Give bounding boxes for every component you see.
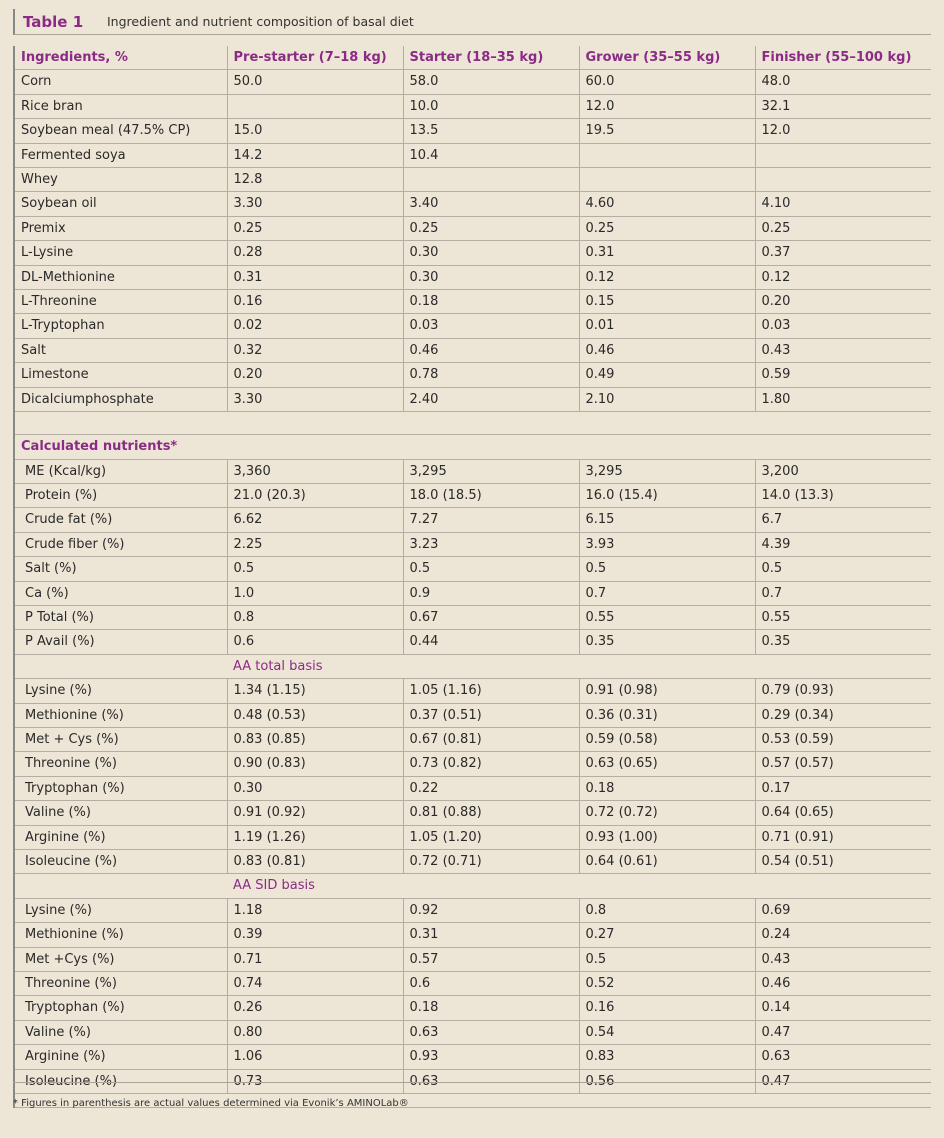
value-cell: 18.0 (18.5)	[403, 483, 579, 507]
value-cell: 0.31	[579, 241, 755, 265]
row-label-cell: Dicalciumphosphate	[15, 387, 227, 411]
value-cell: 15.0	[227, 119, 403, 143]
value-cell: 0.54	[579, 1020, 755, 1044]
value-cell: 0.74	[227, 972, 403, 996]
value-cell: 14.2	[227, 143, 403, 167]
value-cell: 0.17	[755, 776, 931, 800]
value-cell: 4.39	[755, 532, 931, 556]
value-cell	[755, 143, 931, 167]
value-cell: 0.63 (0.65)	[579, 752, 755, 776]
value-cell: 12.0	[755, 119, 931, 143]
value-cell: 0.24	[755, 923, 931, 947]
value-cell: 0.90 (0.83)	[227, 752, 403, 776]
value-cell: 0.56	[579, 1069, 755, 1093]
value-cell: 0.64 (0.61)	[579, 850, 755, 874]
value-cell: 48.0	[755, 70, 931, 94]
row-label-cell: Tryptophan (%)	[15, 996, 227, 1020]
value-cell: 0.18	[403, 996, 579, 1020]
value-cell: 0.12	[755, 265, 931, 289]
empty-cell	[579, 412, 755, 435]
value-cell: 0.81 (0.88)	[403, 801, 579, 825]
value-cell: 0.5	[227, 557, 403, 581]
value-cell: 1.19 (1.26)	[227, 825, 403, 849]
table-row	[15, 605, 931, 629]
row-label-cell: Soybean meal (47.5% CP)	[15, 119, 227, 143]
empty-cell	[403, 435, 579, 459]
row-label-cell: Limestone	[15, 363, 227, 387]
table-row	[15, 387, 931, 411]
table-row	[15, 314, 931, 338]
value-cell: 0.91 (0.98)	[579, 679, 755, 703]
value-cell: 0.27	[579, 923, 755, 947]
empty-cell	[227, 412, 403, 435]
row-label-cell: Arginine (%)	[15, 825, 227, 849]
value-cell: 0.32	[227, 338, 403, 362]
value-cell: 0.30	[227, 776, 403, 800]
header-cell: Starter (18–35 kg)	[403, 46, 579, 70]
row-label-cell: Valine (%)	[15, 1020, 227, 1044]
table-row	[15, 679, 931, 703]
value-cell: 3.30	[227, 387, 403, 411]
value-cell: 0.49	[579, 363, 755, 387]
value-cell: 0.83 (0.85)	[227, 727, 403, 751]
value-cell: 10.4	[403, 143, 579, 167]
row-label-cell: Crude fiber (%)	[15, 532, 227, 556]
row-label-cell: P Avail (%)	[15, 630, 227, 654]
table-row	[15, 752, 931, 776]
table-row	[15, 581, 931, 605]
value-cell	[579, 143, 755, 167]
table-row	[15, 1045, 931, 1069]
spacer-row	[15, 412, 931, 435]
value-cell	[579, 168, 755, 192]
value-cell: 0.5	[579, 557, 755, 581]
row-label-cell: Salt (%)	[15, 557, 227, 581]
value-cell: 0.28	[227, 241, 403, 265]
value-cell: 0.25	[403, 216, 579, 240]
empty-cell	[403, 412, 579, 435]
section-heading-row	[15, 435, 931, 459]
composition-table-wrapper	[13, 46, 931, 1108]
row-label-cell: Arginine (%)	[15, 1045, 227, 1069]
value-cell: 0.48 (0.53)	[227, 703, 403, 727]
empty-cell	[755, 1094, 931, 1108]
value-cell: 0.16	[227, 290, 403, 314]
value-cell: 0.93 (1.00)	[579, 825, 755, 849]
value-cell: 16.0 (15.4)	[579, 483, 755, 507]
value-cell: 2.25	[227, 532, 403, 556]
row-label-cell: Crude fat (%)	[15, 508, 227, 532]
value-cell: 0.67 (0.81)	[403, 727, 579, 751]
value-cell: 0.59 (0.58)	[579, 727, 755, 751]
value-cell: 0.69	[755, 898, 931, 922]
value-cell: 0.30	[403, 241, 579, 265]
row-label-cell: Ca (%)	[15, 581, 227, 605]
value-cell: 0.02	[227, 314, 403, 338]
table-row	[15, 119, 931, 143]
table-row	[15, 898, 931, 922]
empty-cell	[755, 874, 931, 898]
row-label-cell: Isoleucine (%)	[15, 1069, 227, 1093]
value-cell: 0.55	[755, 605, 931, 629]
value-cell: 0.18	[579, 776, 755, 800]
table-row	[15, 290, 931, 314]
value-cell: 0.46	[755, 972, 931, 996]
table-row	[15, 630, 931, 654]
value-cell: 0.25	[755, 216, 931, 240]
value-cell: 0.46	[579, 338, 755, 362]
row-label-cell: Salt	[15, 338, 227, 362]
value-cell: 12.0	[579, 94, 755, 118]
row-label-cell: Soybean oil	[15, 192, 227, 216]
value-cell: 0.6	[227, 630, 403, 654]
value-cell: 1.80	[755, 387, 931, 411]
value-cell: 0.03	[755, 314, 931, 338]
table-row	[15, 703, 931, 727]
composition-table	[15, 46, 931, 1108]
header-cell: Finisher (55–100 kg)	[755, 46, 931, 70]
value-cell: 0.9	[403, 581, 579, 605]
value-cell: 3.23	[403, 532, 579, 556]
value-cell: 0.83 (0.81)	[227, 850, 403, 874]
row-label-cell: Valine (%)	[15, 801, 227, 825]
table-row	[15, 216, 931, 240]
value-cell: 3.40	[403, 192, 579, 216]
value-cell: 3,200	[755, 459, 931, 483]
value-cell: 13.5	[403, 119, 579, 143]
value-cell: 0.79 (0.93)	[755, 679, 931, 703]
value-cell: 2.40	[403, 387, 579, 411]
value-cell: 6.62	[227, 508, 403, 532]
value-cell: 0.72 (0.72)	[579, 801, 755, 825]
value-cell: 58.0	[403, 70, 579, 94]
value-cell: 19.5	[579, 119, 755, 143]
value-cell: 0.47	[755, 1069, 931, 1093]
value-cell: 0.39	[227, 923, 403, 947]
value-cell: 0.6	[403, 972, 579, 996]
value-cell: 0.5	[755, 557, 931, 581]
table-row	[15, 94, 931, 118]
row-label-cell: Premix	[15, 216, 227, 240]
row-label-cell: Whey	[15, 168, 227, 192]
section-heading: AA SID basis	[227, 874, 403, 898]
table-row	[15, 459, 931, 483]
value-cell: 0.55	[579, 605, 755, 629]
empty-cell	[15, 412, 227, 435]
value-cell: 0.26	[227, 996, 403, 1020]
table-row	[15, 363, 931, 387]
value-cell	[755, 168, 931, 192]
value-cell: 0.01	[579, 314, 755, 338]
value-cell: 0.30	[403, 265, 579, 289]
value-cell: 1.18	[227, 898, 403, 922]
table-row	[15, 241, 931, 265]
value-cell	[403, 168, 579, 192]
footnote: * Figures in parenthesis are actual values determined via Evonik’s AMINOLab®	[13, 1098, 409, 1109]
row-label-cell: Corn	[15, 70, 227, 94]
section-heading-row	[15, 874, 931, 898]
row-label-cell: L-Threonine	[15, 290, 227, 314]
row-label-cell: Lysine (%)	[15, 679, 227, 703]
empty-cell	[579, 654, 755, 678]
table-row	[15, 947, 931, 971]
empty-cell	[579, 874, 755, 898]
row-label-cell: ME (Kcal/kg)	[15, 459, 227, 483]
value-cell: 6.15	[579, 508, 755, 532]
value-cell: 0.73 (0.82)	[403, 752, 579, 776]
table-row	[15, 338, 931, 362]
value-cell: 0.52	[579, 972, 755, 996]
row-label-cell: Isoleucine (%)	[15, 850, 227, 874]
value-cell: 60.0	[579, 70, 755, 94]
value-cell: 0.14	[755, 996, 931, 1020]
row-label-cell: Met +Cys (%)	[15, 947, 227, 971]
table-row	[15, 483, 931, 507]
value-cell: 6.7	[755, 508, 931, 532]
table-caption: Ingredient and nutrient composition of basal diet	[107, 14, 414, 29]
value-cell: 32.1	[755, 94, 931, 118]
value-cell: 0.35	[755, 630, 931, 654]
value-cell: 0.91 (0.92)	[227, 801, 403, 825]
value-cell: 1.0	[227, 581, 403, 605]
value-cell: 2.10	[579, 387, 755, 411]
row-label-cell: L-Lysine	[15, 241, 227, 265]
value-cell: 0.8	[227, 605, 403, 629]
empty-cell	[227, 435, 403, 459]
empty-cell	[403, 1094, 579, 1108]
value-cell: 0.71 (0.91)	[755, 825, 931, 849]
value-cell: 0.20	[227, 363, 403, 387]
value-cell: 0.71	[227, 947, 403, 971]
value-cell: 0.31	[227, 265, 403, 289]
row-label-cell: Methionine (%)	[15, 923, 227, 947]
value-cell: 0.5	[403, 557, 579, 581]
value-cell: 0.92	[403, 898, 579, 922]
value-cell: 1.06	[227, 1045, 403, 1069]
table-row	[15, 972, 931, 996]
header-row	[15, 46, 931, 70]
value-cell: 0.37 (0.51)	[403, 703, 579, 727]
value-cell: 14.0 (13.3)	[755, 483, 931, 507]
row-label-cell: Met + Cys (%)	[15, 727, 227, 751]
table-row	[15, 825, 931, 849]
value-cell: 3.30	[227, 192, 403, 216]
value-cell: 0.36 (0.31)	[579, 703, 755, 727]
value-cell: 1.05 (1.20)	[403, 825, 579, 849]
value-cell: 0.20	[755, 290, 931, 314]
header-cell: Pre-starter (7–18 kg)	[227, 46, 403, 70]
row-label-cell: Methionine (%)	[15, 703, 227, 727]
table-row	[15, 776, 931, 800]
value-cell: 0.37	[755, 241, 931, 265]
row-label-cell: Fermented soya	[15, 143, 227, 167]
value-cell: 0.7	[755, 581, 931, 605]
empty-cell	[755, 412, 931, 435]
value-cell: 0.64 (0.65)	[755, 801, 931, 825]
value-cell: 0.25	[579, 216, 755, 240]
value-cell: 4.60	[579, 192, 755, 216]
value-cell: 21.0 (20.3)	[227, 483, 403, 507]
value-cell: 0.44	[403, 630, 579, 654]
value-cell: 0.29 (0.34)	[755, 703, 931, 727]
table-row	[15, 192, 931, 216]
value-cell: 0.35	[579, 630, 755, 654]
value-cell	[227, 94, 403, 118]
value-cell: 0.53 (0.59)	[755, 727, 931, 751]
row-label-cell: Protein (%)	[15, 483, 227, 507]
value-cell: 0.46	[403, 338, 579, 362]
value-cell: 0.47	[755, 1020, 931, 1044]
value-cell: 0.12	[579, 265, 755, 289]
value-cell: 0.73	[227, 1069, 403, 1093]
empty-cell	[579, 435, 755, 459]
value-cell: 0.43	[755, 947, 931, 971]
value-cell: 0.63	[403, 1020, 579, 1044]
row-label-cell: Tryptophan (%)	[15, 776, 227, 800]
table-row	[15, 532, 931, 556]
empty-cell	[755, 435, 931, 459]
value-cell: 0.43	[755, 338, 931, 362]
value-cell: 3.93	[579, 532, 755, 556]
table-row	[15, 143, 931, 167]
value-cell: 0.80	[227, 1020, 403, 1044]
value-cell: 3,295	[579, 459, 755, 483]
value-cell: 0.78	[403, 363, 579, 387]
table-row	[15, 850, 931, 874]
value-cell: 50.0	[227, 70, 403, 94]
row-label-cell: P Total (%)	[15, 605, 227, 629]
section-heading-row	[15, 654, 931, 678]
value-cell: 4.10	[755, 192, 931, 216]
table-row	[15, 996, 931, 1020]
table-row	[15, 923, 931, 947]
header-cell: Ingredients, %	[15, 46, 227, 70]
table-row	[15, 70, 931, 94]
value-cell: 1.05 (1.16)	[403, 679, 579, 703]
table-row	[15, 508, 931, 532]
table-row	[15, 1020, 931, 1044]
value-cell: 0.22	[403, 776, 579, 800]
value-cell: 0.67	[403, 605, 579, 629]
value-cell: 0.54 (0.51)	[755, 850, 931, 874]
value-cell: 7.27	[403, 508, 579, 532]
value-cell: 0.63	[755, 1045, 931, 1069]
row-label-cell: Rice bran	[15, 94, 227, 118]
row-label-cell: DL-Methionine	[15, 265, 227, 289]
value-cell: 3,295	[403, 459, 579, 483]
value-cell: 0.03	[403, 314, 579, 338]
value-cell: 0.93	[403, 1045, 579, 1069]
empty-cell	[15, 654, 227, 678]
row-label-cell: Threonine (%)	[15, 752, 227, 776]
bottom-rule	[13, 1082, 931, 1084]
empty-cell	[403, 874, 579, 898]
value-cell: 0.18	[403, 290, 579, 314]
value-cell: 0.72 (0.71)	[403, 850, 579, 874]
value-cell: 0.57	[403, 947, 579, 971]
value-cell: 3,360	[227, 459, 403, 483]
value-cell: 0.16	[579, 996, 755, 1020]
value-cell: 0.57 (0.57)	[755, 752, 931, 776]
header-cell: Grower (35–55 kg)	[579, 46, 755, 70]
value-cell: 1.34 (1.15)	[227, 679, 403, 703]
empty-cell	[579, 1094, 755, 1108]
section-heading: AA total basis	[227, 654, 403, 678]
value-cell: 10.0	[403, 94, 579, 118]
empty-cell	[403, 654, 579, 678]
section-heading: Calculated nutrients*	[15, 435, 227, 459]
row-label-cell: Lysine (%)	[15, 898, 227, 922]
value-cell: 0.31	[403, 923, 579, 947]
table-body	[15, 70, 931, 1108]
value-cell: 0.83	[579, 1045, 755, 1069]
table-row	[15, 801, 931, 825]
table-row	[15, 265, 931, 289]
row-label-cell: Threonine (%)	[15, 972, 227, 996]
value-cell: 0.15	[579, 290, 755, 314]
value-cell: 0.63	[403, 1069, 579, 1093]
empty-cell	[15, 874, 227, 898]
table-row	[15, 557, 931, 581]
value-cell: 12.8	[227, 168, 403, 192]
value-cell: 0.59	[755, 363, 931, 387]
value-cell: 0.7	[579, 581, 755, 605]
table-row	[15, 168, 931, 192]
row-label-cell: L-Tryptophan	[15, 314, 227, 338]
value-cell: 0.8	[579, 898, 755, 922]
table-title-bar	[13, 9, 931, 35]
value-cell: 0.25	[227, 216, 403, 240]
empty-cell	[755, 654, 931, 678]
value-cell: 0.5	[579, 947, 755, 971]
table-label: Table 1	[23, 12, 84, 31]
table-row	[15, 727, 931, 751]
